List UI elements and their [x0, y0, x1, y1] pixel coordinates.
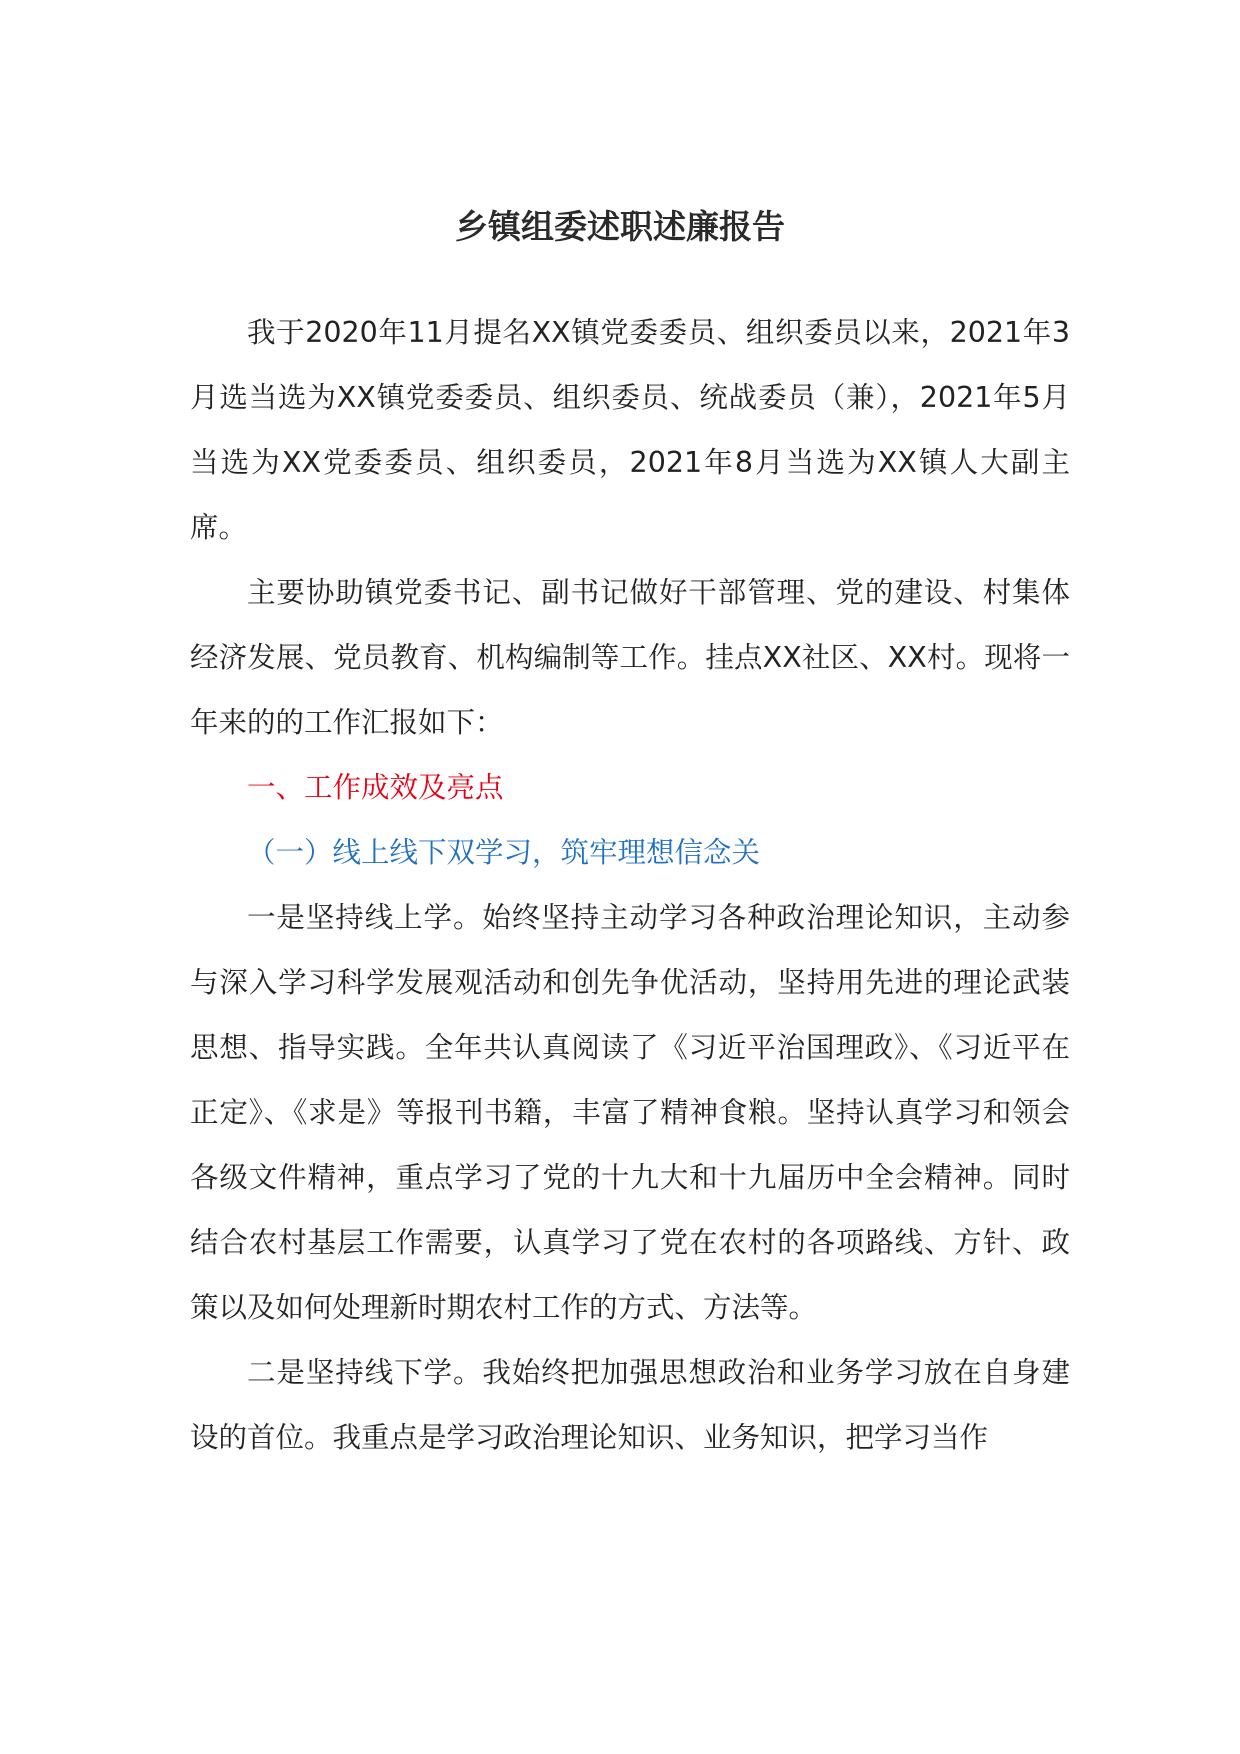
document-title: 乡镇组委述职述廉报告: [455, 207, 785, 246]
paragraph-appointment-history: 我于2020年11月提名XX镇党委委员、组织委员以来，2021年3月选当选为XX镇党委委员、组织委员、统战委员（兼），2021年5月当选为XX党委委员、组织委员，2021年8月当选为XX镇人大副主席。: [190, 316, 1070, 544]
subsection-heading-study: （一）线上线下双学习，筑牢理想信念关: [247, 836, 761, 869]
paragraph-offline-study: 二是坚持线下学。我始终把加强思想政治和业务学习放在自身建设的首位。我重点是学习政治理论知识、业务知识，把学习当作: [190, 1356, 1070, 1454]
section-heading-achievements: 一、工作成效及亮点: [247, 771, 504, 804]
paragraph-duties: 主要协助镇党委书记、副书记做好干部管理、党的建设、村集体经济发展、党员教育、机构编制等工作。挂点XX社区、XX村。现将一年来的的工作汇报如下：: [190, 576, 1070, 739]
paragraph-online-study: 一是坚持线上学。始终坚持主动学习各种政治理论知识，主动参与深入学习科学发展观活动和创先争优活动，坚持用先进的理论武装思想、指导实践。全年共认真阅读了《习近平治国理政》、《习近平在正定》、《求是》等报刊书籍，丰富了精神食粮。坚持认真学习和领会各级文件精神，重点学习了党的十九大和十九届历中全会精神。同时结合农村基层工作需要，认真学习了党在农村的各项路线、方针、政策以及如何处理新时期农村工作的方式、方法等。: [190, 901, 1070, 1324]
document-body: [190, 300, 1070, 1470]
